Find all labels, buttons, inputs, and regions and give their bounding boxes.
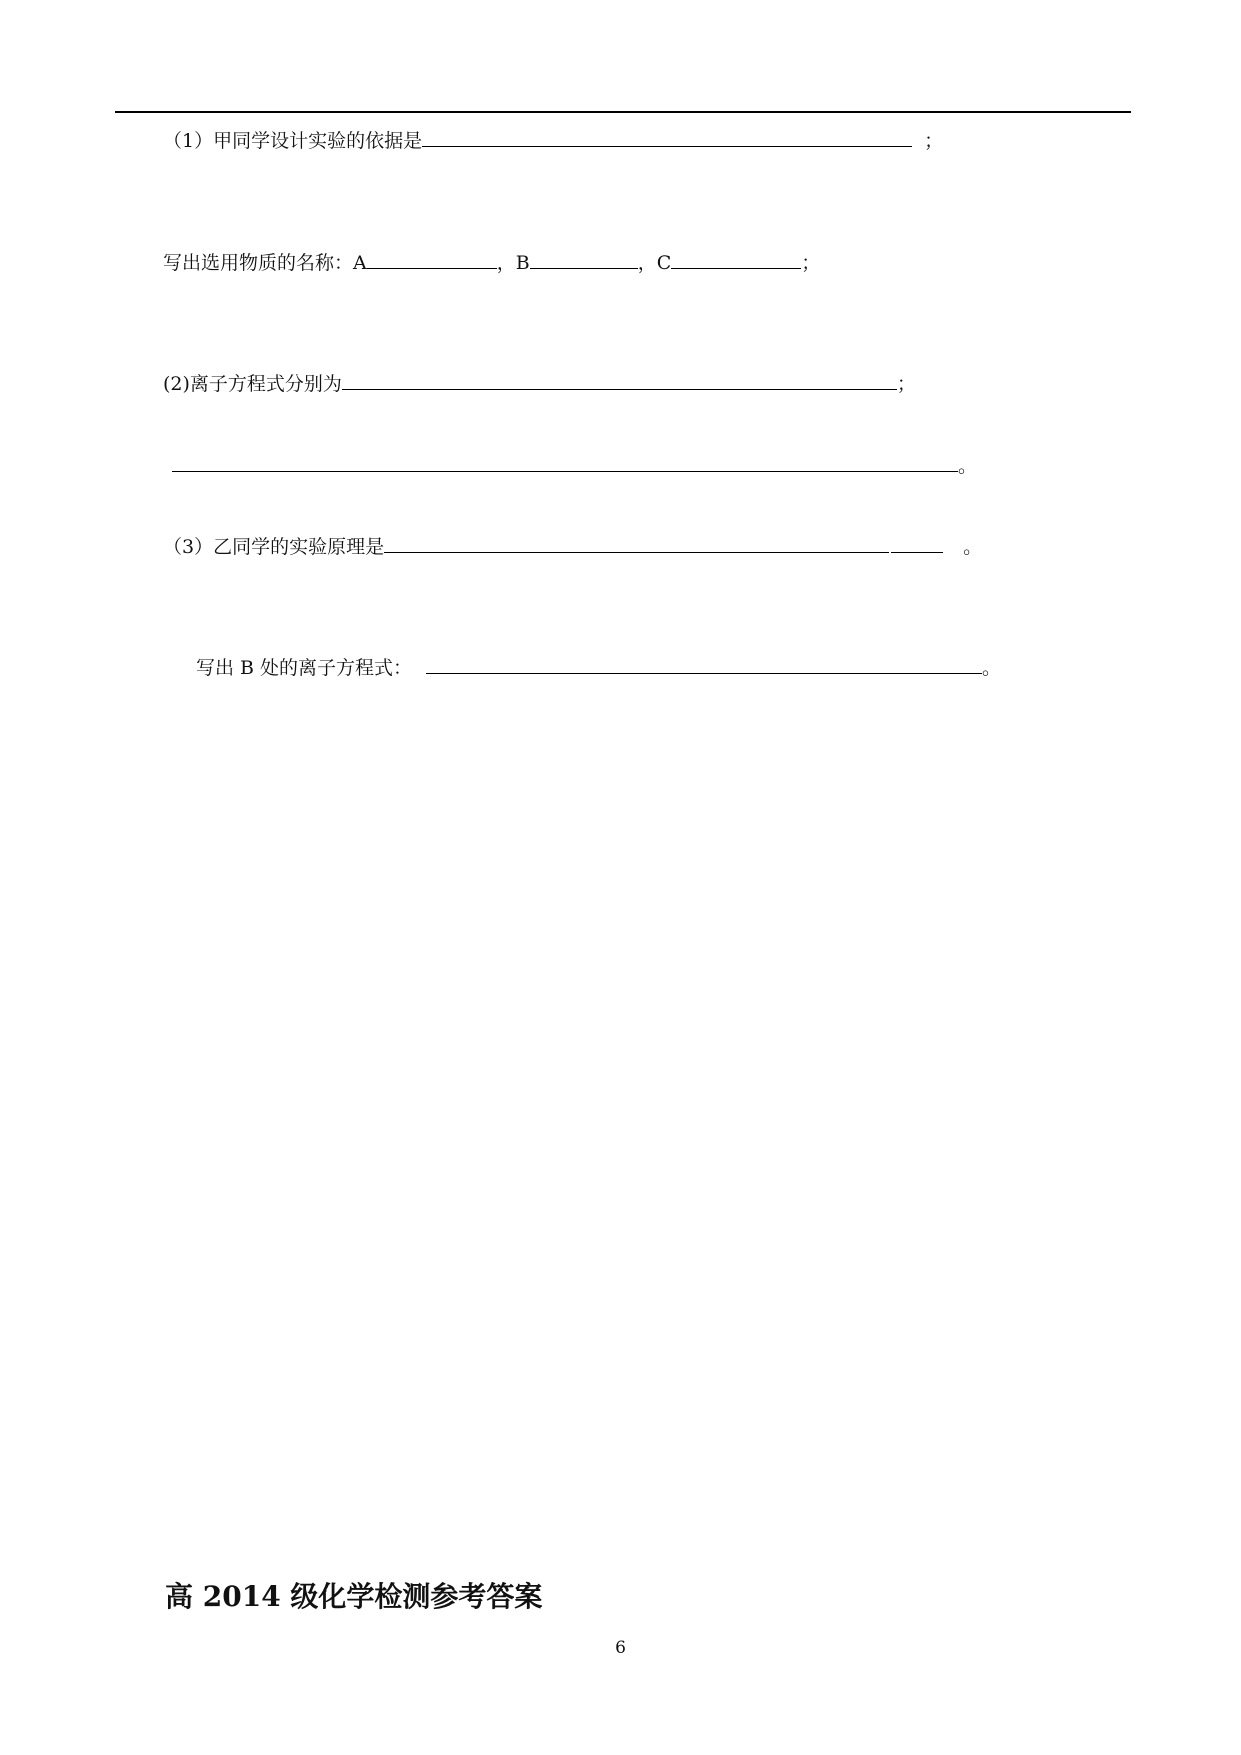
q1-name-c-blank[interactable] — [671, 250, 801, 269]
q2-line1-end: ； — [896, 373, 916, 395]
q1-name-b-label: B — [515, 252, 530, 274]
q3-principle-blank[interactable] — [384, 534, 889, 553]
q1-comma-1: ， — [496, 252, 516, 274]
header-rule — [115, 111, 1131, 113]
q1-name-a-label: A — [353, 252, 367, 274]
q3-principle-end: 。 — [963, 536, 983, 558]
q2-label: (2)离子方程式分别为 — [163, 373, 342, 395]
q1-basis-line — [163, 128, 943, 153]
page-number: 6 — [615, 1638, 626, 1658]
q3-b-blank[interactable] — [426, 655, 982, 674]
q1-names-label: 写出选用物质的名称： — [163, 252, 354, 274]
q2-blank-1[interactable] — [342, 371, 897, 390]
q2-blank-2[interactable] — [172, 453, 958, 472]
q2-line2-end: 。 — [958, 455, 978, 477]
q1-comma-2: ， — [637, 252, 657, 274]
q3-principle-blank-tail[interactable] — [891, 534, 943, 553]
q1-name-c-label: C — [656, 252, 672, 274]
q3-b-end: 。 — [982, 657, 1002, 679]
q1-basis-blank[interactable] — [422, 128, 912, 147]
q1-name-a-blank[interactable] — [367, 250, 497, 269]
answer-key-heading: 高 2014 级化学检测参考答案 — [165, 1580, 543, 1613]
q1-name-b-blank[interactable] — [530, 250, 638, 269]
q1-basis-end: ； — [924, 130, 944, 152]
q3-b-label: 写出 B 处的离子方程式： — [196, 657, 413, 679]
q3-principle-label: （3）乙同学的实验原理是 — [163, 536, 385, 558]
q3-b-line — [196, 655, 1001, 680]
q1-basis-label: （1）甲同学设计实验的依据是 — [163, 130, 423, 152]
q2-line-2 — [172, 453, 977, 478]
q1-names-line — [163, 250, 820, 275]
q2-line-1 — [163, 371, 916, 396]
q3-principle-line — [163, 534, 982, 559]
q1-names-end: ； — [801, 252, 821, 274]
